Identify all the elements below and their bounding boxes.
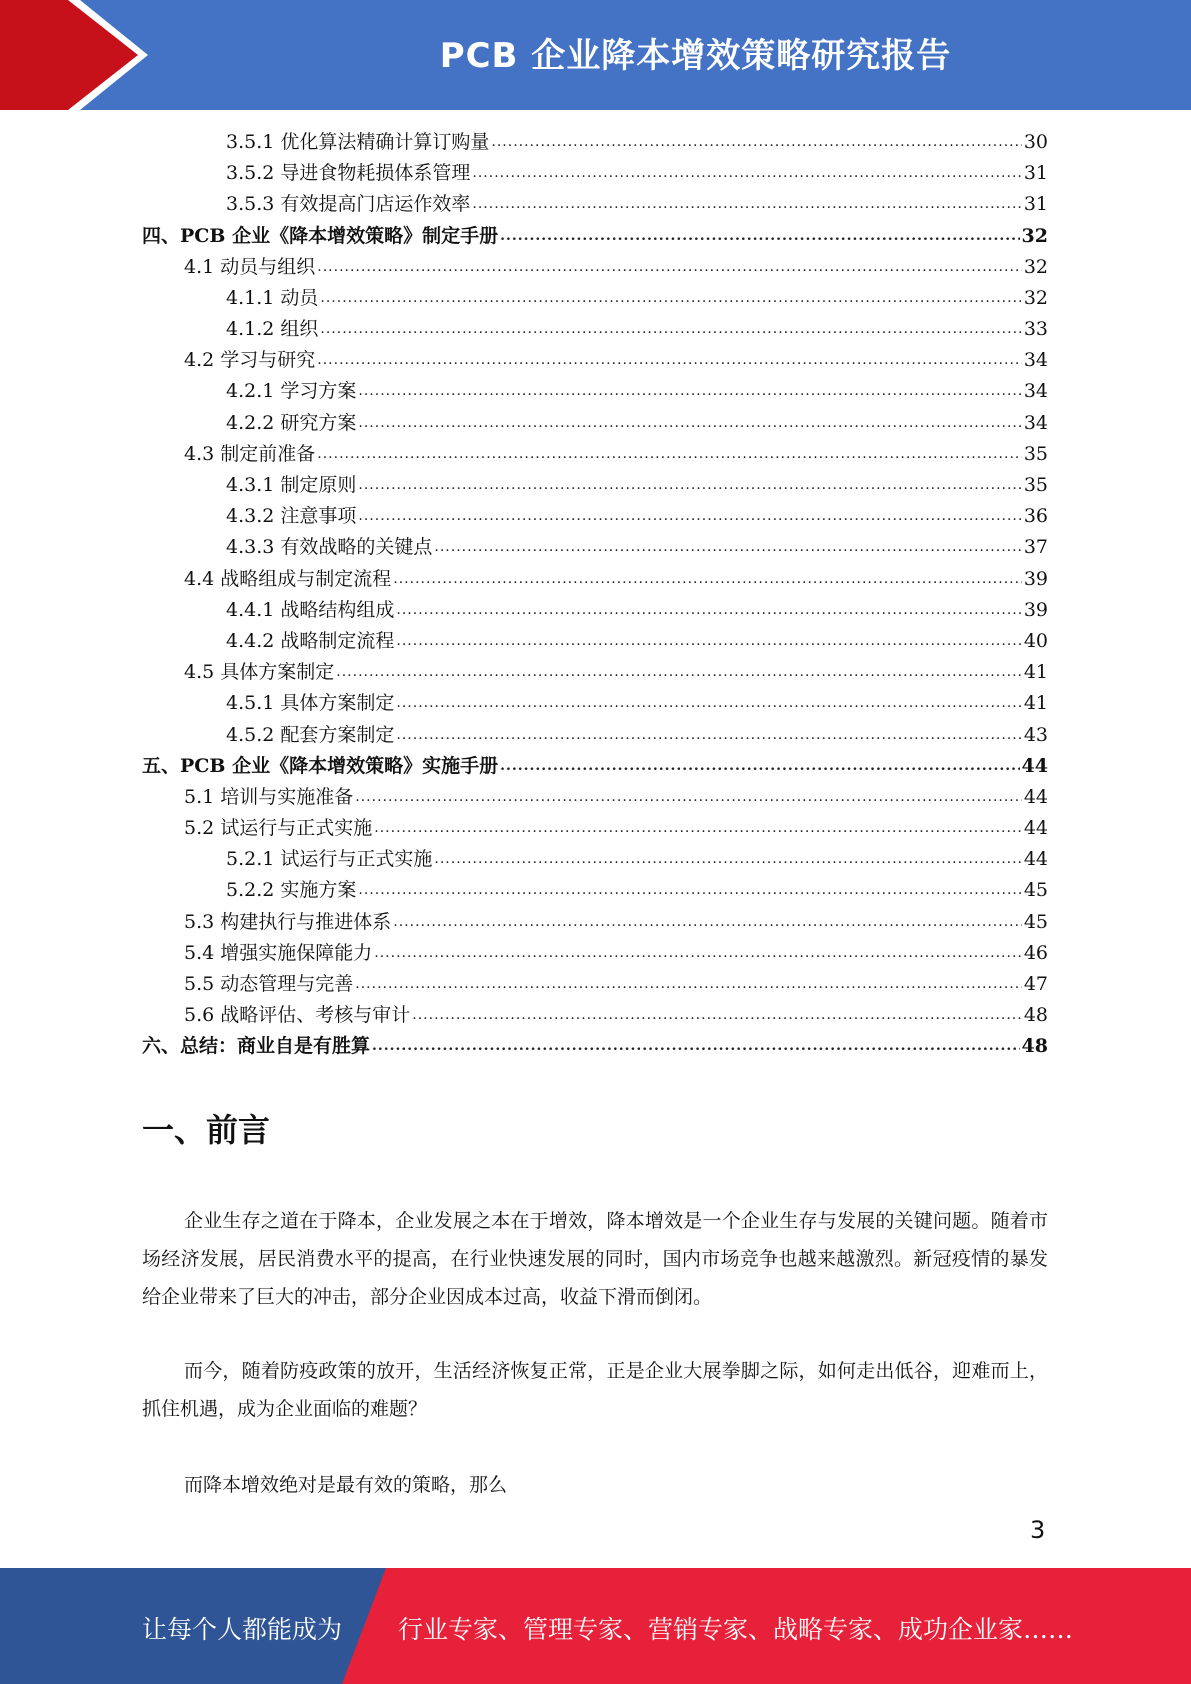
- toc-entry[interactable]: [142, 127, 1048, 158]
- toc-entry[interactable]: [142, 876, 1048, 907]
- toc-entry-label: 4.3.2 注意事项: [226, 505, 357, 528]
- toc-entry[interactable]: [142, 501, 1048, 532]
- toc-entry-page: 40: [1023, 629, 1048, 652]
- toc-entry[interactable]: [142, 283, 1048, 314]
- toc-dot-leader: [317, 345, 1022, 376]
- toc-entry-label: 4.1.2 组织: [226, 318, 319, 341]
- toc-dot-leader: [358, 408, 1021, 439]
- toc-dot-leader: [396, 720, 1021, 751]
- toc-dot-leader: [472, 189, 1021, 220]
- toc-dot-leader: [396, 626, 1021, 657]
- toc-entry-label: 5.6 战略评估、考核与审计: [184, 1004, 411, 1027]
- toc-dot-leader: [358, 470, 1021, 501]
- toc-entry-page: 39: [1023, 567, 1048, 590]
- toc-dot-leader: [320, 283, 1021, 314]
- toc-entry-label: 五、PCB 企业《降本增效策略》实施手册: [142, 754, 499, 777]
- toc-dot-leader: [336, 657, 1022, 688]
- toc-entry-page: 35: [1023, 442, 1048, 465]
- toc-entry-label: 3.5.1 优化算法精确计算订购量: [226, 130, 490, 153]
- toc-entry-page: 33: [1023, 318, 1048, 341]
- toc-entry-label: 4.4 战略组成与制定流程: [184, 567, 392, 590]
- toc-entry[interactable]: [142, 439, 1048, 470]
- toc-entry-page: 41: [1023, 661, 1048, 684]
- toc-entry[interactable]: [142, 564, 1048, 595]
- toc-entry[interactable]: [142, 688, 1048, 719]
- toc-dot-leader: [412, 1000, 1022, 1031]
- toc-entry[interactable]: [142, 189, 1048, 220]
- toc-entry[interactable]: [142, 657, 1048, 688]
- toc-entry[interactable]: [142, 377, 1048, 408]
- toc-entry-page: 34: [1023, 411, 1048, 434]
- toc-entry-label: 4.5.2 配套方案制定: [226, 723, 395, 746]
- toc-dot-leader: [358, 875, 1021, 906]
- toc-entry-page: 44: [1021, 754, 1048, 777]
- toc-entry-label: 3.5.3 有效提高门店运作效率: [226, 193, 471, 216]
- toc-entry-page: 44: [1023, 817, 1048, 840]
- toc-entry[interactable]: [142, 938, 1048, 969]
- toc-dot-leader: [472, 158, 1021, 189]
- toc-entry-label: 5.2 试运行与正式实施: [184, 817, 373, 840]
- toc-entry-page: 36: [1023, 505, 1048, 528]
- table-of-contents: [142, 127, 1048, 1063]
- toc-entry[interactable]: [142, 782, 1048, 813]
- toc-entry[interactable]: [142, 345, 1048, 376]
- toc-dot-leader: [374, 813, 1022, 844]
- toc-entry[interactable]: [142, 907, 1048, 938]
- toc-entry-page: 35: [1023, 474, 1048, 497]
- toc-dot-leader: [317, 439, 1022, 470]
- toc-entry-page: 45: [1023, 910, 1048, 933]
- toc-entry-page: 46: [1023, 941, 1048, 964]
- toc-entry-label: 4.1.1 动员: [226, 286, 319, 309]
- toc-entry-page: 31: [1023, 162, 1048, 185]
- toc-entry[interactable]: [142, 221, 1048, 252]
- toc-dot-leader: [320, 314, 1021, 345]
- toc-entry-label: 3.5.2 导进食物耗损体系管理: [226, 162, 471, 185]
- section-heading: 一、前言: [142, 1111, 271, 1149]
- toc-entry-label: 5.3 构建执行与推进体系: [184, 910, 392, 933]
- toc-entry[interactable]: [142, 720, 1048, 751]
- toc-entry-label: 4.5 具体方案制定: [184, 661, 335, 684]
- toc-entry-page: 48: [1021, 1035, 1048, 1058]
- toc-dot-leader: [396, 595, 1021, 626]
- toc-entry[interactable]: [142, 252, 1048, 283]
- toc-entry-page: 43: [1023, 723, 1048, 746]
- toc-dot-leader: [500, 751, 1019, 782]
- toc-entry-label: 4.2.2 研究方案: [226, 411, 357, 434]
- toc-entry-label: 4.5.1 具体方案制定: [226, 692, 395, 715]
- footer-slogan-right: 行业专家、管理专家、营销专家、战略专家、成功企业家……: [398, 1615, 1074, 1644]
- toc-entry-label: 4.2 学习与研究: [184, 349, 316, 372]
- toc-entry-label: 5.2.1 试运行与正式实施: [226, 848, 433, 871]
- toc-dot-leader: [434, 532, 1021, 563]
- toc-dot-leader: [396, 688, 1021, 719]
- toc-entry-label: 5.5 动态管理与完善: [184, 973, 354, 996]
- page-number: 3: [1030, 1516, 1046, 1544]
- toc-entry-label: 4.4.1 战略结构组成: [226, 598, 395, 621]
- report-title: PCB 企业降本增效策略研究报告: [439, 36, 952, 76]
- toc-entry-label: 4.3.3 有效战略的关键点: [226, 536, 433, 559]
- toc-entry-page: 37: [1023, 536, 1048, 559]
- toc-entry[interactable]: [142, 532, 1048, 563]
- toc-entry-label: 4.4.2 战略制定流程: [226, 629, 395, 652]
- toc-dot-leader: [355, 782, 1022, 813]
- toc-entry-page: 39: [1023, 598, 1048, 621]
- toc-entry[interactable]: [142, 1031, 1048, 1062]
- body-paragraph-2: 而今，随着防疫政策的放开，生活经济恢复正常，正是企业大展拳脚之际，如何走出低谷，迎难而上，抓住机遇，成为企业面临的难题？: [142, 1360, 1048, 1420]
- toc-entry[interactable]: [142, 626, 1048, 657]
- toc-entry-page: 44: [1023, 785, 1048, 808]
- toc-entry-label: 5.2.2 实施方案: [226, 879, 357, 902]
- toc-dot-leader: [358, 501, 1021, 532]
- toc-entry-label: 4.2.1 学习方案: [226, 380, 357, 403]
- toc-dot-leader: [491, 127, 1021, 158]
- toc-dot-leader: [358, 376, 1021, 407]
- toc-entry-page: 48: [1023, 1004, 1048, 1027]
- toc-entry-page: 31: [1023, 193, 1048, 216]
- toc-entry-label: 六、总结：商业自是有胜算: [142, 1035, 371, 1058]
- toc-dot-leader: [355, 969, 1022, 1000]
- toc-entry-page: 47: [1023, 973, 1048, 996]
- toc-entry[interactable]: [142, 470, 1048, 501]
- toc-entry-page: 44: [1023, 848, 1048, 871]
- toc-entry[interactable]: [142, 813, 1048, 844]
- toc-dot-leader: [393, 907, 1022, 938]
- toc-entry-page: 32: [1023, 286, 1048, 309]
- toc-entry-label: 5.4 增强实施保障能力: [184, 941, 373, 964]
- toc-entry-label: 4.3 制定前准备: [184, 442, 316, 465]
- toc-entry-page: 41: [1023, 692, 1048, 715]
- toc-entry[interactable]: [142, 969, 1048, 1000]
- toc-entry[interactable]: [142, 158, 1048, 189]
- toc-dot-leader: [500, 221, 1019, 252]
- toc-entry-page: 30: [1023, 130, 1048, 153]
- toc-entry[interactable]: [142, 314, 1048, 345]
- toc-dot-leader: [372, 1031, 1020, 1062]
- toc-dot-leader: [317, 252, 1022, 283]
- toc-entry[interactable]: [142, 1000, 1048, 1031]
- toc-dot-leader: [434, 844, 1021, 875]
- toc-entry[interactable]: [142, 751, 1048, 782]
- toc-entry-page: 34: [1023, 380, 1048, 403]
- toc-entry-label: 4.3.1 制定原则: [226, 474, 357, 497]
- toc-entry-page: 45: [1023, 879, 1048, 902]
- toc-entry-label: 5.1 培训与实施准备: [184, 785, 354, 808]
- body-paragraph-3: 而降本增效绝对是最有效的策略，那么: [184, 1474, 508, 1496]
- toc-entry[interactable]: [142, 844, 1048, 875]
- toc-entry-label: 四、PCB 企业《降本增效策略》制定手册: [142, 224, 499, 247]
- toc-dot-leader: [393, 564, 1022, 595]
- toc-entry-page: 32: [1023, 255, 1048, 278]
- footer-slogan-left: 让每个人都能成为: [142, 1615, 343, 1644]
- toc-entry[interactable]: [142, 595, 1048, 626]
- toc-entry-label: 4.1 动员与组织: [184, 255, 316, 278]
- toc-entry[interactable]: [142, 408, 1048, 439]
- toc-dot-leader: [374, 938, 1022, 969]
- toc-entry-page: 34: [1023, 349, 1048, 372]
- toc-entry-page: 32: [1021, 224, 1048, 247]
- body-paragraph-1: 企业生存之道在于降本，企业发展之本在于增效，降本增效是一个企业生存与发展的关键问题。随着市场经济发展，居民消费水平的提高，在行业快速发展的同时，国内市场竞争也越来越激烈。新冠疫情的暴发给企业带来了巨大的冲击，部分企业因成本过高，收益下滑而倒闭。: [142, 1210, 1048, 1308]
